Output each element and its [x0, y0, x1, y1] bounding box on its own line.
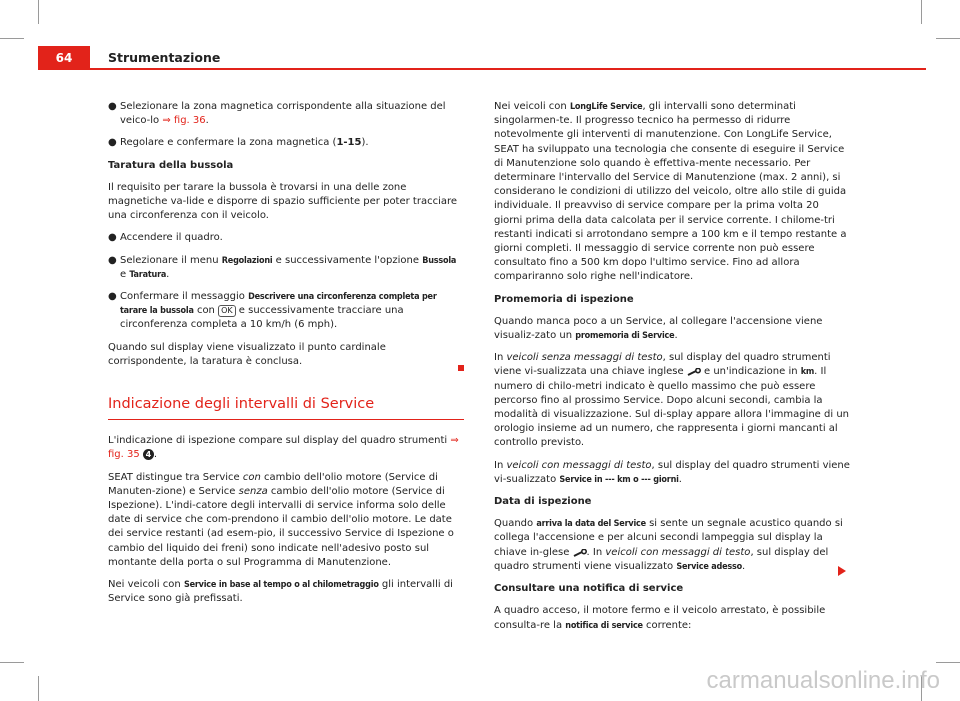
unit: km: [800, 367, 815, 378]
text: , sul display del quadro strumenti viene vi-sualizzata una chiave inglese: [494, 352, 831, 378]
paragraph: [494, 351, 850, 450]
list-item: [108, 254, 464, 282]
wrench-icon: [573, 548, 587, 556]
subheading-consult: Consultare una notifica di service: [494, 583, 684, 595]
text: Quando sul display viene visualizzato il punto cardinale corrispondente, la taratura è conclusa.: [108, 341, 386, 367]
list-item: [108, 100, 464, 128]
emphasis-bold: notifica di service: [565, 620, 643, 631]
bullet-dot: ●: [108, 137, 117, 149]
paragraph: [108, 341, 464, 369]
callout-number: 4: [143, 449, 154, 460]
text: Confermare il messaggio: [120, 291, 249, 303]
text: .: [674, 330, 678, 342]
subheading-reminder: Promemoria di ispezione: [494, 293, 634, 305]
text: Selezionare la zona magnetica corrispondente alla situazione del veico-lo: [120, 101, 446, 127]
text: e successivamente l'opzione: [272, 254, 423, 266]
emphasis: senza: [238, 485, 268, 497]
paragraph: [494, 315, 850, 343]
text: gli intervalli di Service sono già prefissati.: [108, 579, 453, 605]
crop-mark: [921, 0, 922, 24]
paragraph: [108, 471, 464, 570]
text: , sul display del quadro strumenti viene vi-sualizzato: [494, 459, 850, 485]
list-item: [108, 290, 464, 333]
paragraph: [494, 459, 850, 487]
section-rule: [108, 419, 464, 420]
menu-name: Regolazioni: [221, 255, 273, 266]
figure-link[interactable]: ⇒ fig. 35: [108, 435, 459, 461]
text: , gli intervalli sono determinati singolarmen-te. Il progresso tecnico ha permesso di ridurre notevolmente gli interventi di manutenzione. Con LongLife Service, SEAT ha sviluppato una tecnologia che consente di eseguire il Service di Manutenzione solo quando è effettiva-mente necessario. Per determinare l'intervallo del Service di Manutenzione (max. 2 anni), si considerano le condizioni di utilizzo del veicolo, oltre allo stile di guida individuale. Il preavviso di service compare per la prima volta 20 giorni prima della data calcolata per il service corrente. I chilome-tri restanti indicati si arrotondano sempre a 100 km e il tempo restante a giorni completi. Il messaggio di service corrente non può essere consultato fino a 500 km dopo l'ultimo service. Fino ad allora compariranno solo righe nell'indicatore.: [494, 101, 847, 283]
crop-mark: [38, 676, 39, 701]
display-message: Descrivere una circonferenza completa per tarare la bussola: [120, 292, 437, 317]
section-end-mark: [458, 365, 464, 371]
wrench-icon: [687, 367, 701, 375]
paragraph: Il requisito per tarare la bussola è trovarsi in una delle zone magnetiche va-lide e disporre di spazio sufficiente per poter tracciare una circonferenza con il veicolo.: [108, 181, 458, 222]
header-rule: [90, 68, 926, 70]
text: In: [494, 459, 507, 471]
text: e un'indicazione in: [700, 366, 801, 378]
text: ).: [361, 137, 369, 149]
page-title: Strumentazione: [108, 50, 221, 65]
text: .: [153, 449, 158, 461]
emphasis: veicoli con messaggi di testo: [605, 546, 751, 558]
text: L'indicazione di ispezione compare sul display del quadro strumenti: [108, 435, 451, 447]
service-type: LongLife Service: [569, 102, 643, 112]
ok-key-icon: OK: [218, 305, 236, 317]
bullet-dot: ●: [108, 254, 117, 266]
text: .: [678, 473, 682, 485]
menu-name: Taratura: [129, 269, 167, 280]
display-message: Service adesso: [676, 561, 742, 572]
text: Quando manca poco a un Service, al collegare l'accensione viene visualiz-zato un: [494, 315, 823, 342]
figure-link[interactable]: ⇒ fig. 36: [162, 115, 206, 127]
right-column: [494, 100, 850, 641]
display-message: Service in --- km o --- giorni: [559, 474, 679, 485]
bullet-dot: ●: [108, 291, 117, 303]
subheading-calibration: Taratura della bussola: [108, 159, 234, 171]
watermark: carmanualsonline.info: [706, 667, 940, 694]
crop-mark: [38, 0, 39, 24]
zone-range: 1-15: [336, 137, 362, 149]
text: SEAT distingue tra Service: [108, 471, 243, 483]
text: . In: [586, 546, 606, 558]
paragraph: [494, 604, 850, 632]
text: e successivamente tracciare una circonferenza completa a 10 km/h (6 mph).: [120, 305, 404, 331]
text: In: [494, 352, 507, 364]
text: Quando: [494, 518, 537, 530]
text: e: [120, 268, 130, 280]
crop-mark: [936, 38, 960, 39]
paragraph: [494, 100, 850, 285]
text: Selezionare il menu: [120, 254, 222, 266]
text: A quadro acceso, il motore fermo e il veicolo arrestato, è possibile consulta-re la: [494, 605, 826, 631]
emphasis: veicoli senza messaggi di testo: [506, 352, 663, 364]
emphasis: con: [242, 471, 261, 483]
display-message: promemoria di Service: [575, 331, 675, 342]
paragraph: [494, 517, 850, 574]
crop-mark: [936, 662, 960, 663]
text: Nei veicoli con: [494, 101, 570, 112]
list-item: [108, 136, 464, 150]
subheading-due-date: Data di ispezione: [494, 496, 592, 508]
paragraph: [108, 578, 464, 606]
text: .: [166, 268, 170, 280]
text: cambio dell'olio motore (Service di Manuten-zione) e Service: [108, 471, 438, 497]
service-type: Service in base al tempo o al chilometraggio: [183, 580, 379, 591]
left-column: [108, 100, 464, 614]
continue-arrow-icon: [838, 566, 846, 576]
emphasis: veicoli con messaggi di testo: [506, 459, 652, 471]
text: si sente un segnale acustico quando si collega l'accensione e per alcuni secondi lampeggia sul display la chiave in-glese: [494, 518, 843, 558]
text: Nei veicoli con: [108, 579, 184, 591]
crop-mark: [0, 38, 24, 39]
page-number: 64: [55, 51, 73, 65]
crop-mark: [0, 662, 24, 663]
text: Regolare e confermare la zona magnetica (: [120, 137, 337, 149]
text: , sul display del quadro strumenti viene visualizzato: [494, 546, 829, 572]
text: .: [205, 115, 209, 127]
text: . Il numero di chilo-metri indicato è quello massimo che può essere percorso fino al prossimo Service. Dopo alcuni secondi, cambia la modalità di visualizzazione. Sul di-splay appare allora l'immagine di un orologio insieme ad un numero, che rappresenta i giorni mancanti al controllo previsto.: [494, 366, 849, 449]
section-title: Indicazione degli intervalli di Service: [108, 396, 375, 413]
menu-name: Bussola: [422, 255, 457, 266]
bullet-dot: ●: [108, 101, 117, 112]
text: .: [741, 560, 746, 572]
text: Accendere il quadro.: [120, 232, 223, 244]
text: corrente:: [642, 619, 692, 631]
list-item: [108, 231, 464, 245]
text: cambio dell'olio motore (Service di Ispezione). L'indi-catore degli intervalli di service informa solo delle date di service che com-prendono il cambio dell'olio motore. Le date dei service restanti (ad esem-pio, il successivo Service di Ispezione o cambio del liquido dei freni) sono indicate nell'adesivo posto sul montante della porta o sul Programma di Manutenzione.: [108, 485, 454, 568]
emphasis-bold: arriva la data del Service: [536, 519, 646, 530]
paragraph: [108, 434, 464, 462]
text: con: [193, 305, 219, 317]
bullet-dot: ●: [108, 232, 117, 244]
